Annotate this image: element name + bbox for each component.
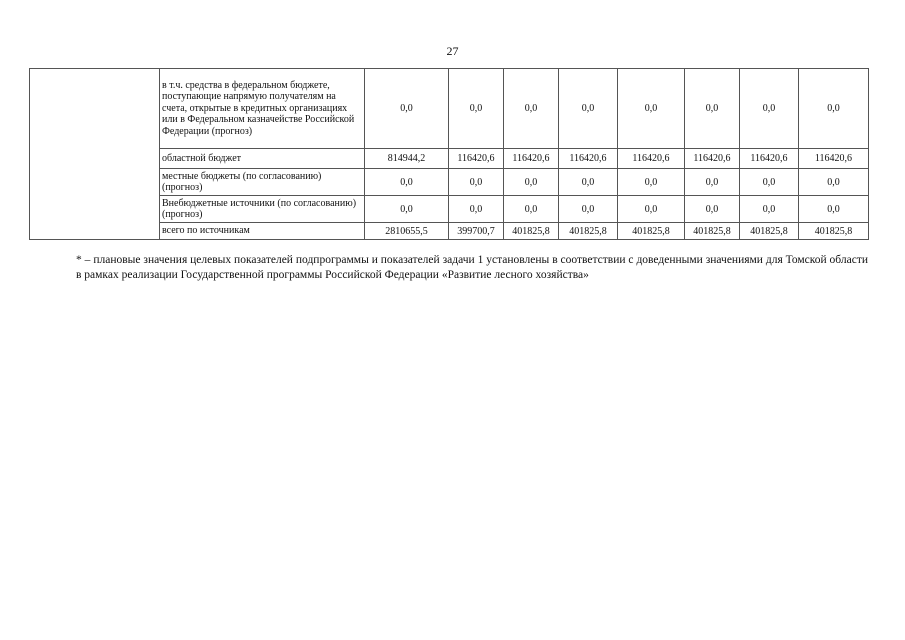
footnote: * – плановые значения целевых показателей подпрограммы и показателей задачи 1 установлены в соответствии с доведенными значениями для Томской области в рамках реализации Государственной программы Российской Федерации «Развитие лесного хозяйства» — [76, 254, 868, 281]
table-cell: 2810655,5 — [365, 223, 449, 240]
table-cell: 0,0 — [365, 69, 449, 149]
table-cell: 116420,6 — [799, 149, 869, 169]
table-cell: 0,0 — [685, 196, 740, 223]
row-label: всего по источникам — [160, 223, 365, 240]
table-cell: 0,0 — [685, 169, 740, 196]
table-cell: 116420,6 — [740, 149, 799, 169]
empty-merged-cell — [30, 69, 160, 240]
table-cell: 0,0 — [504, 196, 559, 223]
table-cell: 0,0 — [449, 196, 504, 223]
row-label: областной бюджет — [160, 149, 365, 169]
financing-table — [29, 68, 869, 240]
table-cell: 116420,6 — [504, 149, 559, 169]
row-label: местные бюджеты (по согласованию) (прогноз) — [160, 169, 365, 196]
table-cell: 0,0 — [618, 69, 685, 149]
table-cell: 0,0 — [559, 69, 618, 149]
table-cell: 0,0 — [504, 69, 559, 149]
page-number: 27 — [446, 44, 459, 58]
table-cell: 116420,6 — [618, 149, 685, 169]
table-cell: 0,0 — [449, 69, 504, 149]
table-cell: 401825,8 — [685, 223, 740, 240]
table-cell: 116420,6 — [685, 149, 740, 169]
table-cell: 401825,8 — [740, 223, 799, 240]
row-label: Внебюджетные источники (по согласованию) (прогноз) — [160, 196, 365, 223]
table-cell: 0,0 — [799, 169, 869, 196]
table-cell: 0,0 — [559, 169, 618, 196]
table-cell: 0,0 — [365, 169, 449, 196]
table-cell: 401825,8 — [504, 223, 559, 240]
table-row — [30, 69, 869, 149]
table-cell: 116420,6 — [559, 149, 618, 169]
table-cell: 116420,6 — [449, 149, 504, 169]
table-cell: 0,0 — [365, 196, 449, 223]
table-cell: 399700,7 — [449, 223, 504, 240]
table-cell: 401825,8 — [618, 223, 685, 240]
row-label: в т.ч. средства в федеральном бюджете, поступающие напрямую получателям на счета, открытые в кредитных организациях или в Федеральном казначействе Российской Федерации (прогноз) — [160, 69, 365, 149]
table-cell: 0,0 — [740, 169, 799, 196]
table-cell: 814944,2 — [365, 149, 449, 169]
table-cell: 0,0 — [618, 196, 685, 223]
table-cell: 0,0 — [449, 169, 504, 196]
table-cell: 401825,8 — [799, 223, 869, 240]
table-cell: 0,0 — [618, 169, 685, 196]
table-cell: 0,0 — [799, 69, 869, 149]
table-cell: 0,0 — [685, 69, 740, 149]
table-cell: 0,0 — [740, 69, 799, 149]
table-cell: 0,0 — [559, 196, 618, 223]
table-cell: 0,0 — [740, 196, 799, 223]
table-cell: 401825,8 — [559, 223, 618, 240]
table-cell: 0,0 — [799, 196, 869, 223]
table-cell: 0,0 — [504, 169, 559, 196]
